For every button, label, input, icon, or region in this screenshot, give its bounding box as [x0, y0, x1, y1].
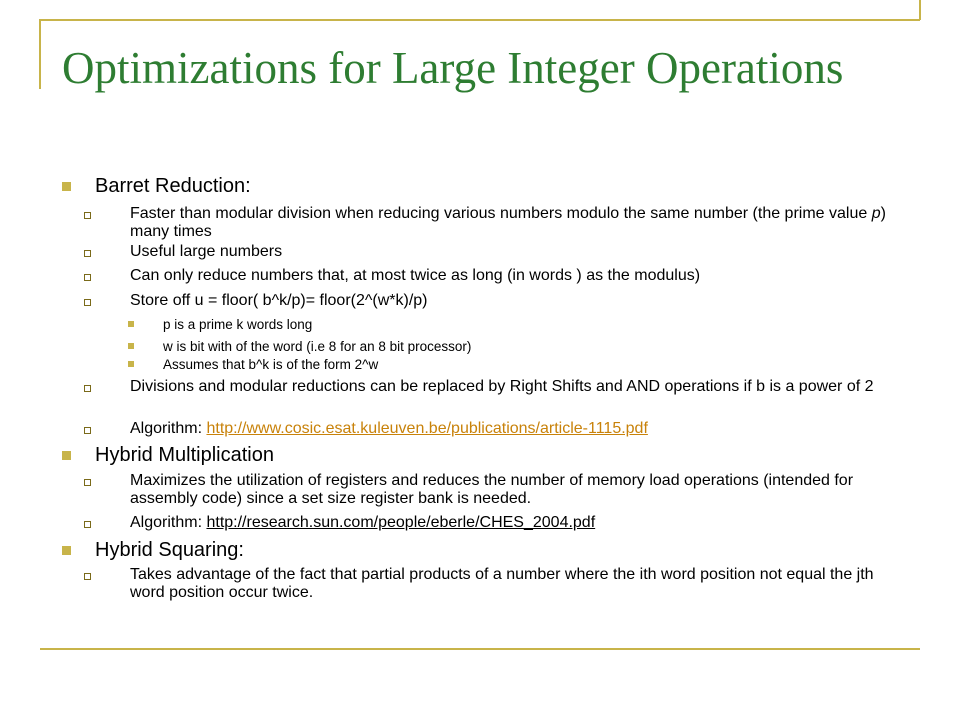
hollow-square-bullet-icon [84, 479, 91, 486]
hollow-square-bullet-icon [84, 427, 91, 434]
square-bullet-icon [62, 451, 71, 460]
slide-content: Barret Reduction: Faster than modular division when reducing various numbers modulo the same number (the prime value p) many times Useful large numbers Can only reduce numbers that, at most twice as long (in words ) as the modulus) Store off u = floor( b^k/p)= floor(2^(w*k)/p) p is a prime k words long w is bit with of the word (i.e 8 for an 8 bit processor) Assumes that b^k is of the form 2^w Divisions and modular reductions can be replaced by Right Shifts and AND operations if b is a power of 2 Algorithm: http://www.cosic.esat.kuleuven.be/publications/article-1115.pdf Hybrid Multiplication Maximizes the utilization of registers and reduces the number of memory load operations (intended for assembly code) since a set size register bank is needed. Algorithm: http://research.sun.com/people/eberle/CHES_2004.pdf Hybrid Squaring: Takes advantage of the fact that partial products of a number where the ith word position not equal the jth word position occur twice. [0, 0, 960, 720]
hollow-square-bullet-icon [84, 274, 91, 281]
square-bullet-icon [62, 546, 71, 555]
hollow-square-bullet-icon [84, 250, 91, 257]
square-bullet-icon [62, 182, 71, 191]
small-square-bullet-icon [128, 361, 134, 367]
hollow-square-bullet-icon [84, 573, 91, 580]
slide-title: Optimizations for Large Integer Operations [62, 43, 844, 93]
hollow-square-bullet-icon [84, 385, 91, 392]
algorithm-link-barret[interactable]: http://www.cosic.esat.kuleuven.be/publications/article-1115.pdf [206, 420, 648, 437]
small-square-bullet-icon [128, 343, 134, 349]
hollow-square-bullet-icon [84, 212, 91, 219]
hollow-square-bullet-icon [84, 521, 91, 528]
small-square-bullet-icon [128, 321, 134, 327]
algorithm-link-hybrid-multiplication[interactable]: http://research.sun.com/people/eberle/CHES_2004.pdf [206, 514, 596, 531]
hollow-square-bullet-icon [84, 299, 91, 306]
